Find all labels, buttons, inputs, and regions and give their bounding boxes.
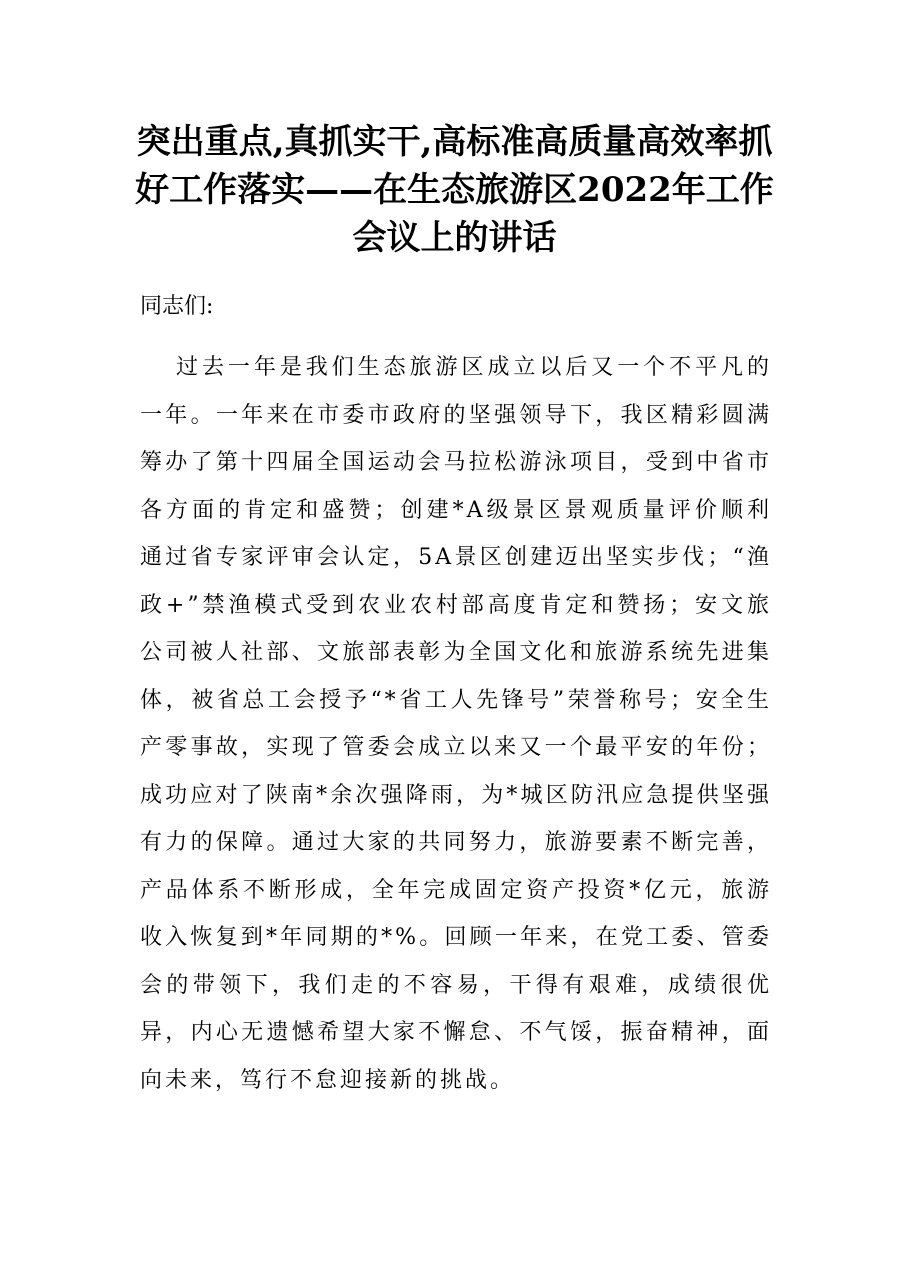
document-title: 突出重点,真抓实干,高标准高质量高效率抓好工作落实——在生态旅游区2022年工作会议上的讲话 bbox=[135, 122, 774, 258]
body-paragraph: 过去一年是我们生态旅游区成立以后又一个不平凡的一年。一年来在市委市政府的坚强领导下，我区精彩圆满筹办了第十四届全国运动会马拉松游泳项目，受到中省市各方面的肯定和盛赞；创建*A级景区景观质量评价顺利通过省专家评审会认定，5A景区创建迈出坚实步伐；“渔政+”禁渔模式受到农业农村部高度肯定和赞扬；安文旅公司被人社部、文旅部表彰为全国文化和旅游系统先进集体，被省总工会授予“*省工人先锋号”荣誉称号；安全生产零事故，实现了管委会成立以来又一个最平安的年份；成功应对了陕南*余次强降雨，为*城区防汛应急提供坚强有力的保障。通过大家的共同努力，旅游要素不断完善，产品体系不断形成，全年完成固定资产投资*亿元，旅游收入恢复到*年同期的*%。回顾一年来，在党工委、管委会的带领下，我们走的不容易，干得有艰难，成绩很优异，内心无遗憾希望大家不懈怠、不气馁，振奋精神，面向未来，笃行不怠迎接新的挑战。 bbox=[140, 355, 772, 1093]
salutation: 同志们: bbox=[140, 294, 214, 319]
